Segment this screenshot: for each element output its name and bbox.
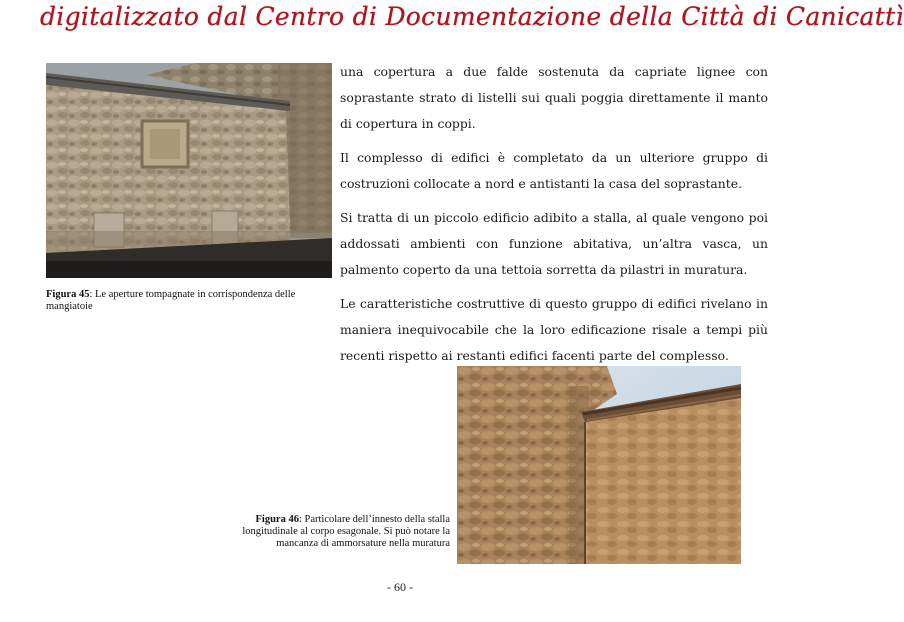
- digitization-header: digitalizzato dal Centro di Documentazione della Città di Canicattì: [40, 2, 904, 31]
- figure-45-label: Figura 45: [46, 289, 90, 300]
- figure-46-label: Figura 46: [255, 514, 299, 525]
- paragraph: una copertura a due falde sostenuta da capriate lignee con soprastante strato di listelli sui quali poggia direttamente il manto di copertura in coppi.: [340, 64, 768, 131]
- figure-46-text: : Particolare dell’innesto della stalla longitudinale al corpo esagonale. Si può notare la mancanza di ammorsature nella muratura: [242, 514, 450, 549]
- page-number: - 60 -: [387, 580, 413, 594]
- figure-45-photo: [46, 63, 332, 278]
- paragraph: Le caratteristiche costruttive di questo gruppo di edifici rivelano in maniera inequivocabile che la loro edificazione risale a tempi più recenti rispetto ai restanti edifici facenti parte del complesso.: [340, 296, 768, 363]
- paragraph: Si tratta di un piccolo edificio adibito a stalla, al quale vengono poi addossati ambienti con funzione abitativa, un’altra vasca, un palmento coperto da una tettoia sorretta da pilastri in muratura.: [340, 210, 768, 277]
- paragraph: Il complesso di edifici è completato da un ulteriore gruppo di costruzioni collocate a nord e antistanti la casa del soprastante.: [340, 150, 768, 191]
- figure-45-caption: [46, 289, 326, 313]
- figure-46-caption: [238, 514, 450, 550]
- figure-46-photo: [457, 366, 741, 564]
- body-text: [340, 59, 768, 377]
- figure-45-text: : Le aperture tompagnate in corrispondenza delle mangiatoie: [46, 289, 296, 312]
